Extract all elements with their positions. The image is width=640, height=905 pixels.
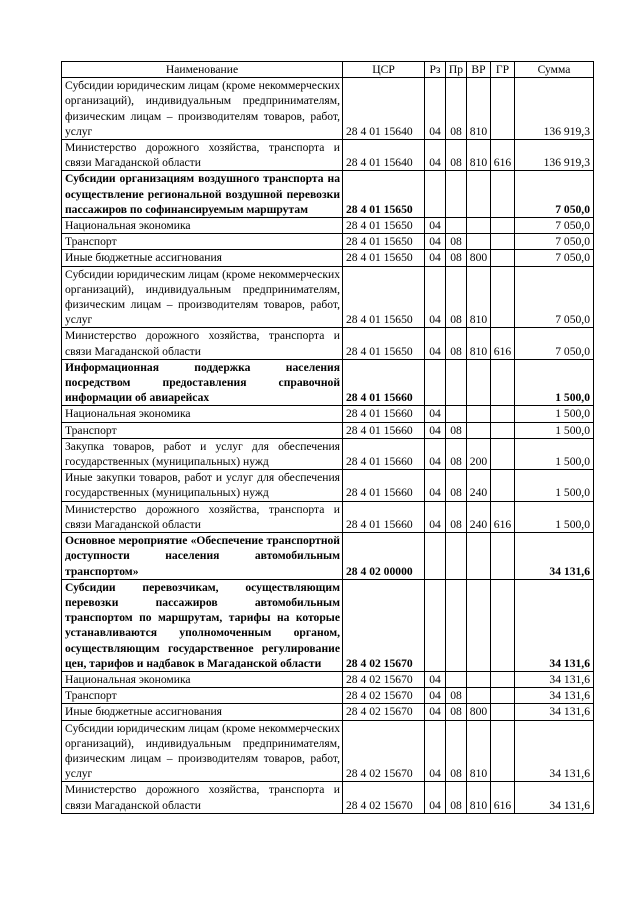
cell-sum: 7 050,0	[515, 218, 594, 234]
cell-vr	[467, 406, 491, 422]
cell-vr	[467, 359, 491, 406]
cell-gr	[491, 470, 515, 501]
cell-pr: 08	[446, 78, 467, 140]
table-row	[62, 782, 594, 813]
cell-vr: 810	[467, 78, 491, 140]
cell-gr	[491, 218, 515, 234]
cell-sum: 136 919,3	[515, 140, 594, 171]
cell-name: Министерство дорожного хозяйства, транспорта и связи Магаданской области	[62, 782, 343, 813]
cell-gr: 616	[491, 328, 515, 359]
cell-csr: 28 4 01 15650	[343, 250, 425, 266]
cell-csr: 28 4 01 15650	[343, 266, 425, 328]
cell-name: Министерство дорожного хозяйства, транспорта и связи Магаданской области	[62, 140, 343, 171]
cell-gr	[491, 720, 515, 782]
cell-sum: 34 131,6	[515, 671, 594, 687]
table-row	[62, 140, 594, 171]
cell-name: Иные бюджетные ассигнования	[62, 704, 343, 720]
cell-csr: 28 4 02 00000	[343, 533, 425, 580]
cell-csr: 28 4 01 15640	[343, 78, 425, 140]
cell-csr: 28 4 01 15640	[343, 140, 425, 171]
cell-rz	[425, 533, 446, 580]
cell-gr	[491, 234, 515, 250]
cell-pr: 08	[446, 720, 467, 782]
cell-gr	[491, 171, 515, 218]
cell-name: Субсидии организациям воздушного транспорта на осуществление региональной воздушной перевозки пассажиров по софинансируемым маршрутам	[62, 171, 343, 218]
cell-rz: 04	[425, 140, 446, 171]
cell-csr: 28 4 02 15670	[343, 579, 425, 671]
cell-gr	[491, 250, 515, 266]
cell-name: Иные закупки товаров, работ и услуг для обеспечения государственных (муниципальных) нужд	[62, 470, 343, 501]
cell-sum: 34 131,6	[515, 579, 594, 671]
cell-vr	[467, 171, 491, 218]
cell-pr: 08	[446, 250, 467, 266]
cell-name: Министерство дорожного хозяйства, транспорта и связи Магаданской области	[62, 501, 343, 532]
cell-name: Основное мероприятие «Обеспечение транспортной доступности населения автомобильным транспортом»	[62, 533, 343, 580]
header-sum: Сумма	[515, 62, 594, 78]
cell-name: Субсидии перевозчикам, осуществляющим перевозки пассажиров автомобильным транспортом по маршрутам, тарифы на которые устанавливаются уполномоченным органом, осуществляющим государственное регулирование цен, тарифов и надбавок в Магаданской области	[62, 579, 343, 671]
table-row	[62, 406, 594, 422]
cell-pr	[446, 406, 467, 422]
cell-rz: 04	[425, 438, 446, 469]
cell-vr: 800	[467, 250, 491, 266]
header-csr: ЦСР	[343, 62, 425, 78]
cell-csr: 28 4 01 15660	[343, 406, 425, 422]
cell-rz: 04	[425, 704, 446, 720]
cell-sum: 1 500,0	[515, 470, 594, 501]
cell-pr	[446, 218, 467, 234]
cell-name: Министерство дорожного хозяйства, транспорта и связи Магаданской области	[62, 328, 343, 359]
cell-gr	[491, 406, 515, 422]
cell-vr: 810	[467, 328, 491, 359]
cell-gr	[491, 422, 515, 438]
cell-csr: 28 4 01 15660	[343, 501, 425, 532]
cell-pr: 08	[446, 688, 467, 704]
cell-csr: 28 4 02 15670	[343, 671, 425, 687]
cell-name: Субсидии юридическим лицам (кроме некоммерческих организаций), индивидуальным предпринимателям, физическим лицам – производителям товаров, работ, услуг	[62, 720, 343, 782]
cell-pr	[446, 359, 467, 406]
cell-rz: 04	[425, 470, 446, 501]
cell-sum: 1 500,0	[515, 406, 594, 422]
cell-vr: 810	[467, 782, 491, 813]
cell-gr	[491, 438, 515, 469]
table-row	[62, 579, 594, 671]
cell-csr: 28 4 01 15660	[343, 470, 425, 501]
cell-name: Транспорт	[62, 688, 343, 704]
table-row	[62, 218, 594, 234]
cell-gr	[491, 533, 515, 580]
cell-rz: 04	[425, 266, 446, 328]
cell-sum: 1 500,0	[515, 422, 594, 438]
cell-sum: 34 131,6	[515, 533, 594, 580]
cell-rz	[425, 359, 446, 406]
cell-vr	[467, 533, 491, 580]
cell-vr	[467, 688, 491, 704]
cell-csr: 28 4 01 15650	[343, 328, 425, 359]
cell-gr	[491, 671, 515, 687]
table-row	[62, 533, 594, 580]
table-row	[62, 671, 594, 687]
table-header-row	[62, 62, 594, 78]
cell-vr: 810	[467, 266, 491, 328]
cell-sum: 1 500,0	[515, 438, 594, 469]
cell-name: Субсидии юридическим лицам (кроме некоммерческих организаций), индивидуальным предпринимателям, физическим лицам – производителям товаров, работ, услуг	[62, 78, 343, 140]
cell-gr	[491, 266, 515, 328]
cell-name: Транспорт	[62, 234, 343, 250]
table-row	[62, 422, 594, 438]
cell-vr	[467, 234, 491, 250]
cell-rz: 04	[425, 422, 446, 438]
cell-sum: 7 050,0	[515, 171, 594, 218]
table-row	[62, 250, 594, 266]
cell-sum: 1 500,0	[515, 359, 594, 406]
cell-vr	[467, 218, 491, 234]
cell-pr: 08	[446, 438, 467, 469]
cell-gr: 616	[491, 140, 515, 171]
cell-pr: 08	[446, 328, 467, 359]
table-row	[62, 704, 594, 720]
cell-csr: 28 4 02 15670	[343, 782, 425, 813]
cell-name: Информационная поддержка населения посредством предоставления справочной информации об авиарейсах	[62, 359, 343, 406]
cell-name: Субсидии юридическим лицам (кроме некоммерческих организаций), индивидуальным предпринимателям, физическим лицам – производителям товаров, работ, услуг	[62, 266, 343, 328]
cell-gr	[491, 579, 515, 671]
cell-name: Национальная экономика	[62, 406, 343, 422]
cell-pr: 08	[446, 234, 467, 250]
cell-name: Национальная экономика	[62, 218, 343, 234]
cell-vr	[467, 579, 491, 671]
cell-vr	[467, 671, 491, 687]
cell-gr: 616	[491, 501, 515, 532]
header-vr: ВР	[467, 62, 491, 78]
cell-pr: 08	[446, 470, 467, 501]
cell-gr	[491, 688, 515, 704]
cell-sum: 7 050,0	[515, 250, 594, 266]
cell-gr	[491, 704, 515, 720]
cell-rz: 04	[425, 78, 446, 140]
cell-sum: 7 050,0	[515, 266, 594, 328]
cell-name: Национальная экономика	[62, 671, 343, 687]
cell-vr	[467, 422, 491, 438]
cell-rz	[425, 579, 446, 671]
cell-vr: 240	[467, 501, 491, 532]
table-row	[62, 266, 594, 328]
cell-pr: 08	[446, 782, 467, 813]
cell-rz: 04	[425, 234, 446, 250]
cell-gr	[491, 78, 515, 140]
cell-sum: 1 500,0	[515, 501, 594, 532]
cell-vr: 810	[467, 140, 491, 171]
cell-pr: 08	[446, 501, 467, 532]
cell-vr: 810	[467, 720, 491, 782]
cell-name: Закупка товаров, работ и услуг для обеспечения государственных (муниципальных) нужд	[62, 438, 343, 469]
cell-pr	[446, 171, 467, 218]
table-row	[62, 438, 594, 469]
table-row	[62, 328, 594, 359]
cell-csr: 28 4 02 15670	[343, 704, 425, 720]
cell-sum: 7 050,0	[515, 234, 594, 250]
table-row	[62, 688, 594, 704]
table-body	[62, 78, 594, 814]
cell-pr	[446, 533, 467, 580]
cell-gr	[491, 359, 515, 406]
cell-pr: 08	[446, 704, 467, 720]
cell-csr: 28 4 01 15660	[343, 359, 425, 406]
cell-name: Иные бюджетные ассигнования	[62, 250, 343, 266]
cell-csr: 28 4 01 15660	[343, 422, 425, 438]
cell-rz: 04	[425, 250, 446, 266]
cell-csr: 28 4 01 15660	[343, 438, 425, 469]
header-gr: ГР	[491, 62, 515, 78]
cell-rz: 04	[425, 328, 446, 359]
cell-csr: 28 4 01 15650	[343, 234, 425, 250]
document-page	[61, 61, 593, 814]
budget-table	[61, 61, 594, 814]
cell-sum: 7 050,0	[515, 328, 594, 359]
cell-pr	[446, 579, 467, 671]
cell-pr	[446, 671, 467, 687]
cell-rz: 04	[425, 501, 446, 532]
cell-csr: 28 4 01 15650	[343, 218, 425, 234]
table-row	[62, 720, 594, 782]
table-row	[62, 78, 594, 140]
cell-rz	[425, 171, 446, 218]
table-row	[62, 234, 594, 250]
cell-name: Транспорт	[62, 422, 343, 438]
cell-csr: 28 4 02 15670	[343, 688, 425, 704]
cell-rz: 04	[425, 671, 446, 687]
cell-csr: 28 4 01 15650	[343, 171, 425, 218]
cell-rz: 04	[425, 218, 446, 234]
cell-csr: 28 4 02 15670	[343, 720, 425, 782]
table-row	[62, 171, 594, 218]
cell-pr: 08	[446, 140, 467, 171]
cell-vr: 240	[467, 470, 491, 501]
cell-rz: 04	[425, 406, 446, 422]
header-rz: Рз	[425, 62, 446, 78]
cell-sum: 34 131,6	[515, 704, 594, 720]
cell-sum: 136 919,3	[515, 78, 594, 140]
cell-rz: 04	[425, 688, 446, 704]
header-pr: Пр	[446, 62, 467, 78]
header-name: Наименование	[62, 62, 343, 78]
table-row	[62, 470, 594, 501]
cell-vr: 200	[467, 438, 491, 469]
cell-sum: 34 131,6	[515, 720, 594, 782]
cell-rz: 04	[425, 782, 446, 813]
cell-pr: 08	[446, 266, 467, 328]
cell-sum: 34 131,6	[515, 688, 594, 704]
cell-rz: 04	[425, 720, 446, 782]
cell-sum: 34 131,6	[515, 782, 594, 813]
cell-vr: 800	[467, 704, 491, 720]
table-row	[62, 359, 594, 406]
cell-gr: 616	[491, 782, 515, 813]
cell-pr: 08	[446, 422, 467, 438]
table-row	[62, 501, 594, 532]
